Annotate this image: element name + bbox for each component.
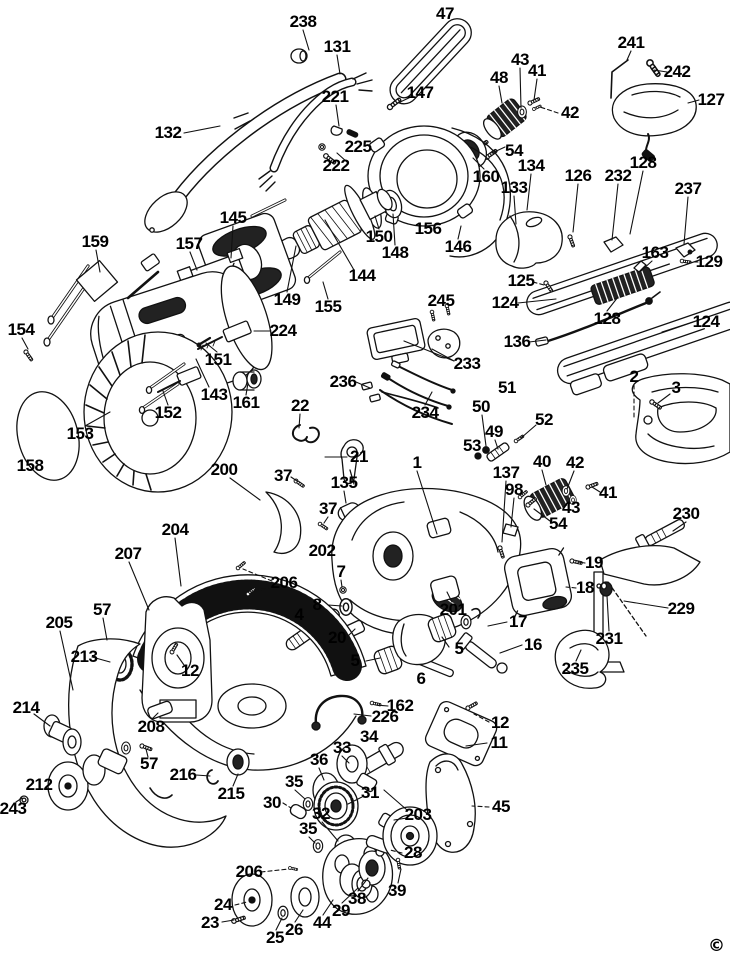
screw-155-drawing [304, 252, 340, 283]
part-label-3: 3 [671, 378, 681, 397]
end-cap-oval-drawing [8, 385, 88, 487]
handle-housing-drawing [632, 374, 730, 464]
part-label-158: 158 [16, 456, 44, 475]
part-label-230: 230 [672, 504, 700, 523]
bolt-49-cluster-drawing [475, 434, 524, 462]
part-label-237: 237 [674, 179, 702, 198]
part-label-43a: 43 [511, 50, 529, 69]
part-label-37b: 37 [319, 499, 337, 518]
part-label-23: 23 [201, 913, 219, 932]
part-label-224: 224 [269, 321, 297, 340]
part-label-148: 148 [381, 243, 409, 262]
part-label-163: 163 [641, 243, 669, 262]
part-label-160: 160 [472, 167, 500, 186]
part-label-127: 127 [697, 90, 725, 109]
part-label-39: 39 [388, 881, 406, 900]
part-label-38: 38 [348, 889, 366, 908]
part-label-221: 221 [321, 87, 349, 106]
part-label-25: 25 [266, 928, 284, 947]
part-label-52: 52 [535, 410, 553, 429]
part-label-41b: 41 [599, 483, 617, 502]
part-label-146: 146 [444, 237, 472, 256]
part-label-147: 147 [406, 83, 434, 102]
end-bell-drawing [84, 332, 232, 492]
clamp-235-drawing [555, 630, 609, 688]
part-label-225: 225 [344, 137, 372, 156]
part-label-245: 245 [427, 291, 455, 310]
dust-elbow-drawing [496, 212, 562, 268]
part-label-45: 45 [492, 797, 510, 816]
latch-21-drawing [341, 440, 363, 484]
part-label-241: 241 [617, 33, 645, 52]
part-label-37a: 37 [274, 466, 292, 485]
part-label-4: 4 [294, 605, 304, 624]
part-label-57b: 57 [140, 754, 158, 773]
part-label-162: 162 [386, 696, 414, 715]
part-label-40: 40 [533, 452, 551, 471]
part-label-205: 205 [45, 613, 73, 632]
part-label-131: 131 [323, 37, 351, 56]
part-label-35a: 35 [285, 772, 303, 791]
nut-7-drawing [340, 587, 346, 593]
part-label-128b: 128 [593, 309, 621, 328]
part-label-51: 51 [498, 378, 516, 397]
part-label-42a: 42 [561, 103, 579, 122]
wedge-200-drawing [266, 492, 301, 553]
part-label-233: 233 [453, 354, 481, 373]
screw-12b-drawing [465, 701, 478, 711]
part-label-21: 21 [350, 447, 368, 466]
part-label-236: 236 [329, 372, 357, 391]
part-label-242: 242 [663, 62, 691, 81]
part-label-215: 215 [217, 784, 245, 803]
part-label-213: 213 [70, 647, 98, 666]
part-label-206a: 206 [270, 573, 298, 592]
copyright-symbol: © [708, 936, 725, 956]
part-label-144: 144 [348, 266, 376, 285]
part-label-200: 200 [210, 460, 238, 479]
part-label-12b: 12 [491, 713, 509, 732]
part-label-143: 143 [200, 385, 228, 404]
part-label-42b: 42 [566, 453, 584, 472]
part-label-5b: 5 [454, 639, 464, 658]
part-label-22: 22 [291, 396, 309, 415]
part-label-1: 1 [412, 453, 422, 472]
part-label-24: 24 [214, 895, 232, 914]
part-label-214: 214 [12, 698, 40, 717]
part-label-234: 234 [411, 403, 439, 422]
part-label-161: 161 [232, 393, 260, 412]
part-label-129: 129 [695, 252, 723, 271]
part-label-201: 201 [439, 600, 467, 619]
part-label-8: 8 [312, 595, 322, 614]
part-label-7: 7 [336, 562, 346, 581]
part-label-137: 137 [492, 463, 520, 482]
part-label-17: 17 [509, 612, 527, 631]
part-label-152: 152 [154, 403, 182, 422]
part-label-154: 154 [7, 320, 35, 339]
part-label-30: 30 [263, 793, 281, 812]
part-label-44: 44 [313, 913, 331, 932]
part-label-2: 2 [629, 367, 639, 386]
part-label-6: 6 [416, 669, 426, 688]
part-label-132: 132 [154, 123, 182, 142]
part-label-153: 153 [66, 424, 94, 443]
clip-22-drawing [293, 425, 319, 442]
main-housing-drawing [332, 488, 521, 634]
part-label-235: 235 [561, 659, 589, 678]
part-label-26: 26 [285, 920, 303, 939]
part-label-207: 207 [114, 544, 142, 563]
part-label-36: 36 [310, 750, 328, 769]
part-label-35b: 35 [299, 819, 317, 838]
part-label-54a: 54 [505, 141, 523, 160]
part-label-126: 126 [564, 166, 592, 185]
part-label-222: 222 [322, 156, 350, 175]
part-label-34: 34 [360, 727, 378, 746]
part-label-136: 136 [503, 332, 531, 351]
part-label-135: 135 [330, 473, 358, 492]
part-label-124a: 124 [491, 293, 519, 312]
part-label-18: 18 [576, 578, 594, 597]
part-label-231: 231 [595, 629, 623, 648]
part-label-57a: 57 [93, 600, 111, 619]
part-label-208: 208 [137, 717, 165, 736]
part-label-226: 226 [371, 707, 399, 726]
part-label-43b: 43 [562, 498, 580, 517]
part-label-150: 150 [365, 227, 393, 246]
washer-231-drawing [600, 582, 612, 596]
pin-17-bolt-16-drawing [456, 609, 507, 673]
part-label-128a: 128 [629, 153, 657, 172]
part-label-149: 149 [273, 290, 301, 309]
part-label-54b: 54 [549, 514, 567, 533]
part-label-156: 156 [414, 219, 442, 238]
part-label-49: 49 [485, 422, 503, 441]
part-label-238: 238 [289, 12, 317, 31]
part-label-232: 232 [604, 166, 632, 185]
part-label-206b: 206 [235, 862, 263, 881]
part-label-33: 33 [333, 738, 351, 757]
part-label-11: 11 [490, 733, 508, 752]
wires-234-drawing [380, 360, 455, 424]
part-label-98: 98 [505, 480, 523, 499]
part-label-243: 243 [0, 799, 27, 818]
part-label-16: 16 [524, 635, 542, 654]
part-label-47: 47 [436, 4, 454, 23]
part-label-20: 20 [328, 628, 346, 647]
part-label-202: 202 [308, 541, 336, 560]
part-label-133: 133 [500, 178, 528, 197]
part-label-151: 151 [204, 350, 232, 369]
part-label-124b: 124 [692, 312, 720, 331]
part-label-134: 134 [517, 156, 545, 175]
part-label-212: 212 [25, 775, 53, 794]
part-label-32: 32 [312, 804, 330, 823]
part-label-50: 50 [472, 397, 490, 416]
drive-belt-drawing [384, 13, 477, 110]
gear-31-drawing [314, 782, 358, 830]
part-label-203: 203 [404, 805, 432, 824]
washer-8-drawing [340, 599, 352, 616]
part-label-145: 145 [219, 208, 247, 227]
part-label-31: 31 [361, 783, 379, 802]
part-label-5a: 5 [350, 651, 360, 670]
carry-handle-drawing [611, 59, 696, 163]
disc-24-cluster-drawing [231, 866, 319, 926]
part-label-48: 48 [490, 68, 508, 87]
part-label-28: 28 [404, 843, 422, 862]
washer-35b-drawing [313, 840, 322, 853]
part-label-41a: 41 [528, 61, 546, 80]
part-label-12a: 12 [181, 661, 199, 680]
part-label-229: 229 [667, 599, 695, 618]
grommet-238-drawing [291, 49, 307, 63]
switch-box-drawing [366, 318, 427, 368]
bail-226-drawing [312, 696, 381, 730]
part-label-53: 53 [463, 436, 481, 455]
part-label-157: 157 [175, 234, 203, 253]
part-label-216: 216 [169, 765, 197, 784]
part-label-29: 29 [332, 901, 350, 920]
ring-216-bearing-215-drawing [207, 749, 249, 784]
part-label-155: 155 [314, 297, 342, 316]
part-label-159: 159 [81, 232, 109, 251]
part-label-204: 204 [161, 520, 189, 539]
part-label-125: 125 [507, 271, 535, 290]
cover-18-drawing [500, 546, 575, 620]
screw-37b-drawing [317, 521, 328, 530]
coil-40-drawing [521, 477, 576, 523]
part-label-19: 19 [585, 553, 603, 572]
